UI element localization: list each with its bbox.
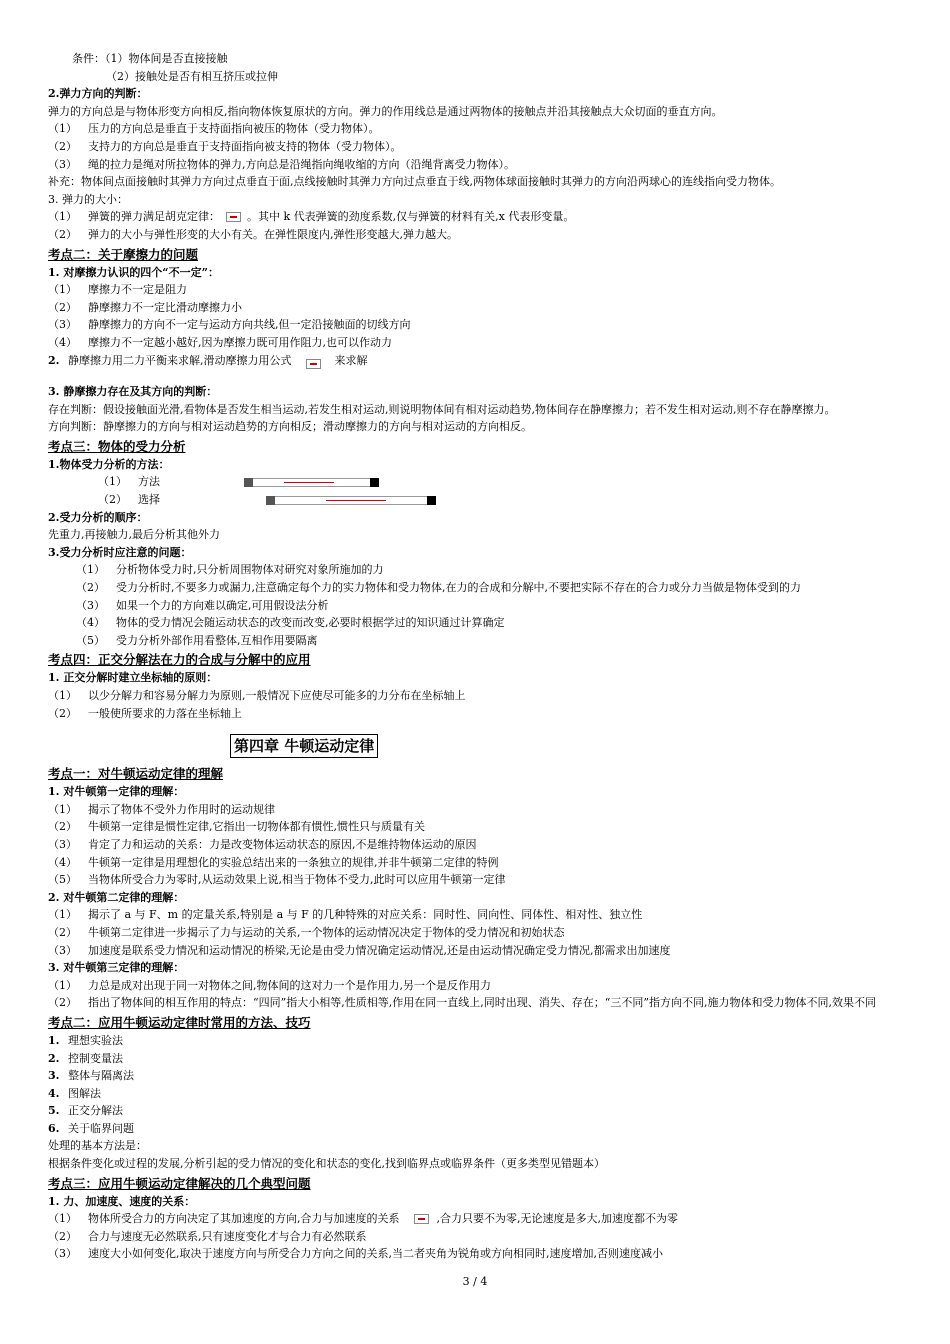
accel-title: 1. 力、加速度、速度的关系： bbox=[48, 1194, 196, 1208]
embedded-object-bar bbox=[244, 478, 379, 487]
force-note-item: （3） 如果一个力的方向难以确定,可用假设法分析 bbox=[76, 598, 329, 612]
friction-four-title: 1. 对摩擦力认识的四个“不一定”： bbox=[48, 265, 219, 279]
friction-item-2: 2. 静摩擦力用二力平衡来求解,滑动摩擦力用公式 来求解 bbox=[48, 353, 368, 367]
section-heading-friction: 考点二：关于摩擦力的问题 bbox=[48, 246, 199, 262]
formula-image-icon bbox=[226, 212, 241, 222]
elastic-size-item: （2） 弹力的大小与弹性形变的大小有关。在弹性限度内,弹性形变越大,弹力越大。 bbox=[48, 227, 458, 241]
method-item: 5. 正交分解法 bbox=[48, 1104, 123, 1118]
force-notes-title: 3.受力分析时应注意的问题： bbox=[48, 545, 192, 559]
newton-third-title: 3. 对牛顿第三定律的理解： bbox=[48, 961, 185, 975]
section-heading-newton-understanding: 考点一：对牛顿运动定律的理解 bbox=[48, 766, 224, 782]
newton-second-item: （3） 加速度是联系受力情况和运动情况的桥梁,无论是由受力情况确定运动情况,还是由运动情况确定受力情况,都需求出加速度 bbox=[48, 943, 671, 957]
elastic-conditions-1: 条件：（1）物体间是否直接接触 bbox=[72, 52, 228, 65]
force-note-item: （1） 分析物体受力时,只分析周围物体对研究对象所施加的力 bbox=[76, 563, 384, 577]
elastic-size-title: 3. 弹力的大小： bbox=[48, 192, 128, 206]
newton-first-item: （4） 牛顿第一定律是用理想化的实验总结出来的一条独立的规律,并非牛顿第二定律的特例 bbox=[48, 855, 499, 869]
friction-item3-title: 3. 静摩擦力存在及其方向的判断： bbox=[48, 385, 218, 399]
friction-item: （2） 静摩擦力不一定比滑动摩擦力小 bbox=[48, 300, 242, 314]
document-page bbox=[48, 50, 928, 1263]
elastic-direction-title: 2.弹力方向的判断： bbox=[48, 87, 148, 101]
force-note-item: （5） 受力分析外部作用看整体,互相作用要隔离 bbox=[76, 633, 318, 647]
force-method-item: （1） 方法 bbox=[48, 473, 928, 491]
friction-item: （4） 摩擦力不一定越小越好,因为摩擦力既可用作阻力,也可以作动力 bbox=[48, 335, 392, 349]
force-order-text: 先重力,再接触力,最后分析其他外力 bbox=[48, 528, 220, 542]
newton-first-item: （3） 肯定了力和运动的关系：力是改变物体运动状态的原因,不是维持物体运动的原因 bbox=[48, 837, 477, 851]
section-heading-orthogonal: 考点四：正交分解法在力的合成与分解中的应用 bbox=[48, 652, 311, 668]
newton-first-item: （2） 牛顿第一定律是惯性定律,它指出一切物体都有惯性,惯性只与质量有关 bbox=[48, 820, 425, 834]
formula-image-icon bbox=[306, 359, 321, 369]
elastic-supplement: 补充：物体间点面接触时其弹力方向过点垂直于面,点线接触时其弹力方向过点垂直于线,两物体球面接触时其弹力的方向沿两球心的连线指向受力物体。 bbox=[48, 175, 781, 189]
newton-second-item: （2） 牛顿第二定律进一步揭示了力与运动的关系,一个物体的运动情况决定于物体的受力情况和初始状态 bbox=[48, 925, 565, 939]
method-item: 6. 关于临界问题 bbox=[48, 1121, 134, 1135]
orthogonal-item: （1） 以少分解力和容易分解力为原则,一般情况下应使尽可能多的力分布在坐标轴上 bbox=[48, 689, 466, 702]
elastic-conditions-2: （2）接触处是否有相互挤压或拉伸 bbox=[106, 69, 278, 83]
formula-image-icon bbox=[414, 1214, 429, 1224]
force-note-item: （4） 物体的受力情况会随运动状态的改变而改变,必要时根据学过的知识通过计算确定 bbox=[76, 616, 505, 630]
section-heading-newton-methods: 考点二：应用牛顿运动定律时常用的方法、技巧 bbox=[48, 1014, 311, 1030]
section-heading-force-analysis: 考点三：物体的受力分析 bbox=[48, 438, 186, 454]
method-item: 1. 理想实验法 bbox=[48, 1033, 123, 1047]
method-item: 3. 整体与隔离法 bbox=[48, 1069, 134, 1083]
elastic-direction-desc: 弹力的方向总是与物体形变方向相反,指向物体恢复原状的方向。弹力的作用线总是通过两物体的接触点并沿其接触点大众切面的垂直方向。 bbox=[48, 104, 723, 118]
force-method-title: 1.物体受力分析的方法： bbox=[48, 457, 170, 471]
method-item: 2. 控制变量法 bbox=[48, 1051, 123, 1065]
force-order-title: 2.受力分析的顺序： bbox=[48, 510, 148, 524]
orthogonal-title: 1. 正交分解时建立坐标轴的原则： bbox=[48, 671, 218, 685]
basic-method-label: 处理的基本方法是： bbox=[48, 1139, 147, 1153]
embedded-object-bar bbox=[266, 496, 436, 505]
basic-method-text: 根据条件变化或过程的发展,分析引起的受力情况的变化和状态的变化,找到临界点或临界条件（更多类型见错题本） bbox=[48, 1157, 605, 1171]
accel-item: （1） 物体所受合力的方向决定了其加速度的方向,合力与加速度的关系 ,合力只要不为零,无论速度是多大,加速度都不为零 bbox=[48, 1212, 678, 1226]
force-note-item: （2） 受力分析时,不要多力或漏力,注意确定每个力的实力物体和受力物体,在力的合成和分解中,不要把实际不存在的合力或分力当做是物体受到的力 bbox=[76, 581, 801, 595]
newton-first-item: （1） 揭示了物体不受外力作用时的运动规律 bbox=[48, 802, 275, 816]
newton-second-item: （1） 揭示了 a 与 F、m 的定量关系,特别是 a 与 F 的几种特殊的对应关系：同时性、同向性、同体性、相对性、独立性 bbox=[48, 908, 643, 922]
elastic-size-item: （1） 弹簧的弹力满足胡克定律： 。其中 k 代表弹簧的劲度系数,仅与弹簧的材料有关,x 代表形变量。 bbox=[48, 210, 575, 224]
friction-item: （3） 静摩擦力的方向不一定与运动方向共线,但一定沿接触面的切线方向 bbox=[48, 318, 411, 332]
newton-first-title: 1. 对牛顿第一定律的理解： bbox=[48, 785, 185, 799]
friction-direction: 方向判断：静摩擦力的方向与相对运动趋势的方向相反；滑动摩擦力的方向与相对运动的方向相反。 bbox=[48, 420, 532, 434]
elastic-direction-item: （1） 压力的方向总是垂直于支持面指向被压的物体（受力物体）。 bbox=[48, 122, 380, 136]
accel-item: （3） 速度大小如何变化,取决于速度方向与所受合力方向之间的关系,当二者夹角为锐角或方向相同时,速度增加,否则速度减小 bbox=[48, 1247, 663, 1261]
newton-third-item: （2） 指出了物体间的相互作用的特点：“四同”指大小相等,性质相等,作用在同一直线上,同时出现、消失、存在；“三不同”指方向不同,施力物体和受力物体不同,效果不同 bbox=[48, 996, 876, 1010]
method-item: 4. 图解法 bbox=[48, 1086, 101, 1100]
force-method-item: （2） 选择 bbox=[48, 491, 928, 509]
chapter-title: 第四章 牛顿运动定律 bbox=[230, 734, 928, 758]
elastic-direction-item: （2） 支持力的方向总是垂直于支持面指向被支持的物体（受力物体）。 bbox=[48, 139, 402, 153]
page-number: 3 / 4 bbox=[462, 1275, 488, 1288]
accel-item: （2） 合力与速度无必然联系,只有速度变化才与合力有必然联系 bbox=[48, 1229, 367, 1243]
friction-existence: 存在判断：假设接触面光滑,看物体是否发生相当运动,若发生相对运动,则说明物体间有相对运动趋势,物体间存在静摩擦力；若不发生相对运动,则不存在静摩擦力。 bbox=[48, 402, 836, 416]
friction-item: （1） 摩擦力不一定是阻力 bbox=[48, 283, 187, 297]
newton-third-item: （1） 力总是成对出现于同一对物体之间,物体间的这对力一个是作用力,另一个是反作用力 bbox=[48, 978, 491, 992]
orthogonal-item: （2） 一般使所要求的力落在坐标轴上 bbox=[48, 706, 242, 720]
elastic-direction-item: （3） 绳的拉力是绳对所拉物体的弹力,方向总是沿绳指向绳收缩的方向（沿绳背离受力物体）。 bbox=[48, 157, 515, 171]
section-heading-typical-problems: 考点三：应用牛顿运动定律解决的几个典型问题 bbox=[48, 1175, 311, 1191]
spacer bbox=[48, 369, 928, 383]
newton-second-title: 2. 对牛顿第二定律的理解： bbox=[48, 890, 185, 904]
newton-first-item: （5） 当物体所受合力为零时,从运动效果上说,相当于物体不受力,此时可以应用牛顿第一定律 bbox=[48, 873, 506, 887]
